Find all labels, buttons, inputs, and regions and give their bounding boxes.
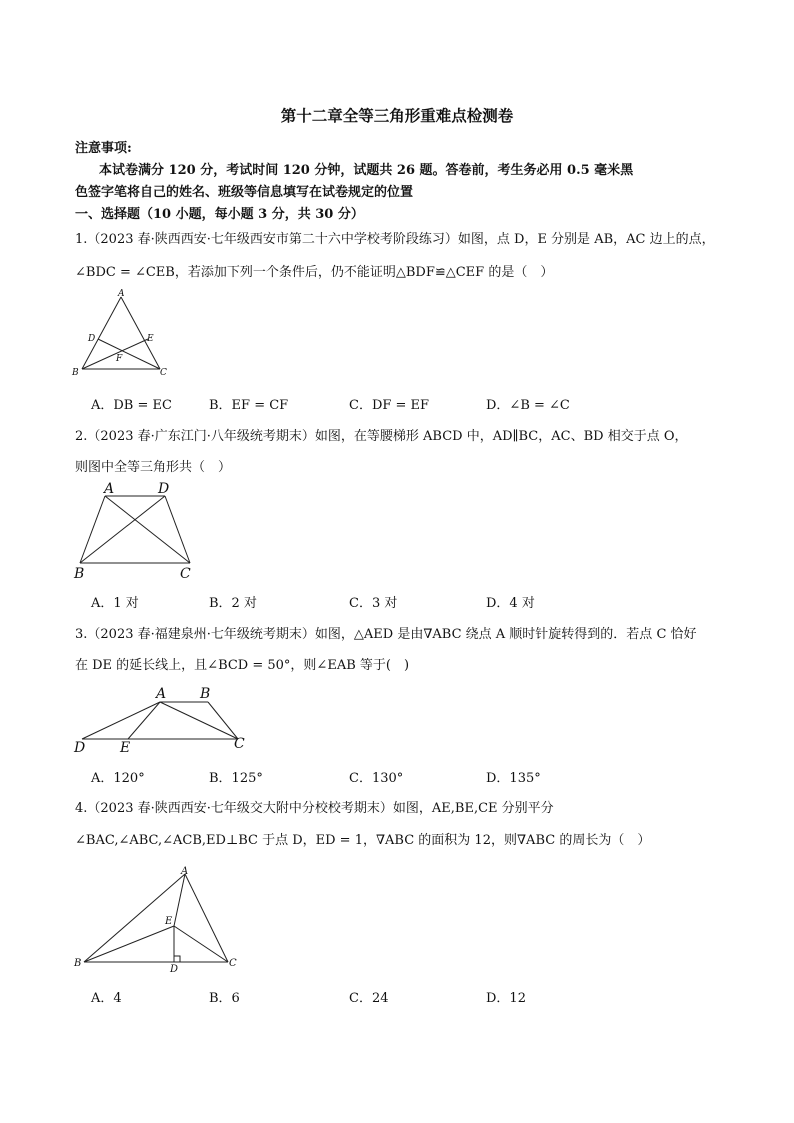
- q4-text-line-1: 4.（2023 春·陕西西安·七年级交大附中分校校考期末）如图，AE,BE,CE 分别平分: [75, 801, 554, 816]
- q1-text-line-2: ∠BDC = ∠CEB，若添加下列一个条件后，仍不能证明△BDF≌△CEF 的是（ ）: [75, 265, 554, 280]
- notice-line-1: 本试卷满分 120 分，考试时间 120 分钟，试题共 26 题。答卷前，考生务必用 0.5 毫米黑: [99, 163, 634, 178]
- q4-option-b[interactable]: B．6: [209, 991, 240, 1006]
- q3-label-d: D: [74, 740, 86, 754]
- q1-option-b[interactable]: B．EF = CF: [209, 398, 289, 413]
- q4-text-line-2: ∠BAC,∠ABC,∠ACB,ED⊥BC 于点 D，ED = 1，∇ABC 的面积为 12，则∇ABC 的周长为（ ）: [75, 833, 651, 848]
- q3-option-b[interactable]: B．125°: [209, 771, 263, 786]
- q2-text-line-1: 2.（2023 春·广东江门·八年级统考期末）如图，在等腰梯形 ABCD 中，AD∥BC，AC、BD 相交于点 O，: [75, 429, 688, 444]
- q4-label-d: D: [170, 964, 179, 975]
- page-title: 第十二章全等三角形重难点检测卷: [280, 106, 514, 125]
- q4-option-a[interactable]: A．4: [91, 991, 122, 1006]
- q1-text-line-1: 1.（2023 春·陕西西安·七年级西安市第二十六中学校考阶段练习）如图，点 D，E 分别是 AB，AC 边上的点，: [75, 232, 715, 247]
- q4-option-c[interactable]: C．24: [349, 991, 389, 1006]
- q4-label-c: C: [229, 958, 237, 969]
- q2-option-c[interactable]: C．3 对: [349, 596, 398, 611]
- q1-label-e: E: [147, 334, 154, 344]
- q1-label-a: A: [118, 289, 125, 299]
- q3-label-e: E: [120, 740, 131, 754]
- q4-label-e: E: [165, 916, 173, 927]
- q1-label-c: C: [160, 368, 167, 378]
- q2-option-d[interactable]: D．4 对: [486, 596, 535, 611]
- notice-heading: 注意事项:: [75, 141, 132, 156]
- q1-option-d[interactable]: D．∠B = ∠C: [486, 398, 570, 413]
- q4-option-d[interactable]: D．12: [486, 991, 526, 1006]
- q2-label-d: D: [158, 481, 170, 497]
- q3-option-d[interactable]: D．135°: [486, 771, 541, 786]
- q3-label-a: A: [156, 686, 167, 702]
- q4-bisector-figure: [68, 864, 248, 976]
- q3-label-b: B: [200, 686, 211, 702]
- q2-label-a: A: [104, 481, 115, 497]
- q3-option-c[interactable]: C．130°: [349, 771, 404, 786]
- q3-text-line-1: 3.（2023 春·福建泉州·七年级统考期末）如图，△AED 是由∇ABC 绕点 A 顺时针旋转得到的．若点 C 恰好: [75, 627, 697, 642]
- q3-option-a[interactable]: A．120°: [91, 771, 145, 786]
- q1-option-a[interactable]: A．DB = EC: [91, 398, 172, 413]
- q2-option-b[interactable]: B．2 对: [209, 596, 257, 611]
- q3-rotation-figure: [68, 684, 258, 754]
- q1-label-f: F: [116, 354, 123, 364]
- q4-label-b: B: [74, 958, 82, 969]
- q4-label-a: A: [181, 866, 189, 877]
- q3-label-c: C: [234, 736, 245, 752]
- q1-label-b: B: [72, 368, 79, 378]
- q3-text-line-2: 在 DE 的延长线上，且∠BCD = 50°，则∠EAB 等于( ): [75, 658, 410, 673]
- q1-triangle-figure: [68, 287, 178, 379]
- notice-line-2: 色签字笔将自己的姓名、班级等信息填写在试卷规定的位置: [75, 185, 414, 200]
- q2-text-line-2: 则图中全等三角形共（ ）: [75, 460, 232, 475]
- q1-option-c[interactable]: C．DF = EF: [349, 398, 430, 413]
- q2-option-a[interactable]: A．1 对: [91, 596, 139, 611]
- q2-label-b: B: [74, 566, 85, 582]
- q1-label-d: D: [88, 334, 96, 344]
- section-heading: 一、选择题（10 小题，每小题 3 分，共 30 分）: [75, 207, 364, 222]
- q2-label-c: C: [180, 566, 191, 582]
- q2-trapezoid-figure: [68, 478, 203, 582]
